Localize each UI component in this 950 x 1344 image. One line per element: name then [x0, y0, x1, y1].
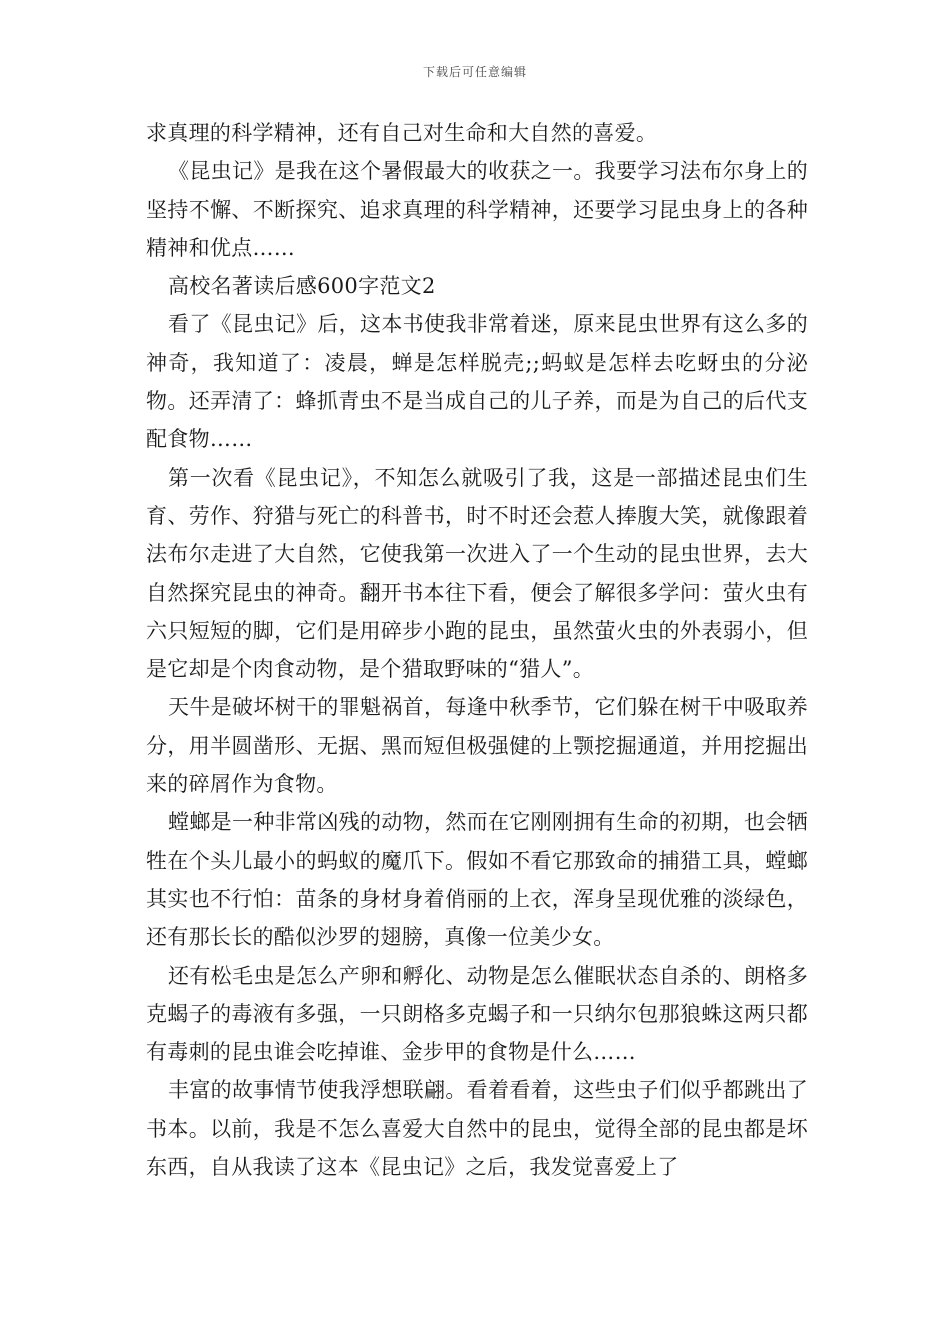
- page-header: 下载后可任意编辑: [422, 65, 527, 79]
- paragraph: 丰富的故事情节使我浮想联翩。看着看着，这些虫子们似乎都跳出了书本。以前，我是不怎么喜爱大自然中的昆虫，觉得全部的昆虫都是坏东西，自从我读了这本《昆虫记》之后，我发觉喜爱上了: [146, 1078, 808, 1180]
- paragraph: 螳螂是一种非常凶残的动物，然而在它刚刚拥有生命的初期，也会牺牲在个头儿最小的蚂蚁的魔爪下。假如不看它那致命的捕猎工具，螳螂其实也不行怕：苗条的身材身着俏丽的上衣，浑身呈现优雅的淡绿色，还有那长长的酷似沙罗的翅膀，真像一位美少女。: [146, 810, 808, 950]
- paragraph: 第一次看《昆虫记》，不知怎么就吸引了我，这是一部描述昆虫们生育、劳作、狩猎与死亡的科普书，时不时还会惹人捧腹大笑，就像跟着法布尔走进了大自然，它使我第一次进入了一个生动的昆虫世界，去大自然探究昆虫的神奇。翻开书本往下看，便会了解很多学问：萤火虫有六只短短的脚，它们是用碎步小跑的昆虫，虽然萤火虫的外表弱小，但是它却是个肉食动物，是个猎取野味的“猎人”。: [146, 465, 808, 682]
- document-body: [146, 114, 808, 1186]
- paragraph: 《昆虫记》是我在这个暑假最大的收获之一。我要学习法布尔身上的坚持不懈、不断探究、追求真理的科学精神，还要学习昆虫身上的各种精神和优点……: [146, 159, 808, 260]
- paragraph: 还有松毛虫是怎么产卵和孵化、动物是怎么催眠状态自杀的、朗格多克蝎子的毒液有多强，一只朗格多克蝎子和一只纳尔包那狼蛛这两只都有毒刺的昆虫谁会吃掉谁、金步甲的食物是什么……: [146, 963, 808, 1065]
- section-heading: 高校名著读后感600字范文2: [168, 274, 436, 299]
- paragraph: 天牛是破坏树干的罪魁祸首，每逢中秋季节，它们躲在树干中吸取养分，用半圆凿形、无据、黑而短但极强健的上颚挖掘通道，并用挖掘出来的碎屑作为食物。: [146, 695, 808, 797]
- paragraph: 看了《昆虫记》后，这本书使我非常着迷，原来昆虫世界有这么多的神奇，我知道了：凌晨，蝉是怎样脱壳;;蚂蚁是怎样去吃蚜虫的分泌物。还弄清了：蜂抓青虫不是当成自己的儿子养，而是为自己的后代支配食物……: [146, 312, 808, 452]
- paragraph: 求真理的科学精神，还有自己对生命和大自然的喜爱。: [146, 121, 658, 145]
